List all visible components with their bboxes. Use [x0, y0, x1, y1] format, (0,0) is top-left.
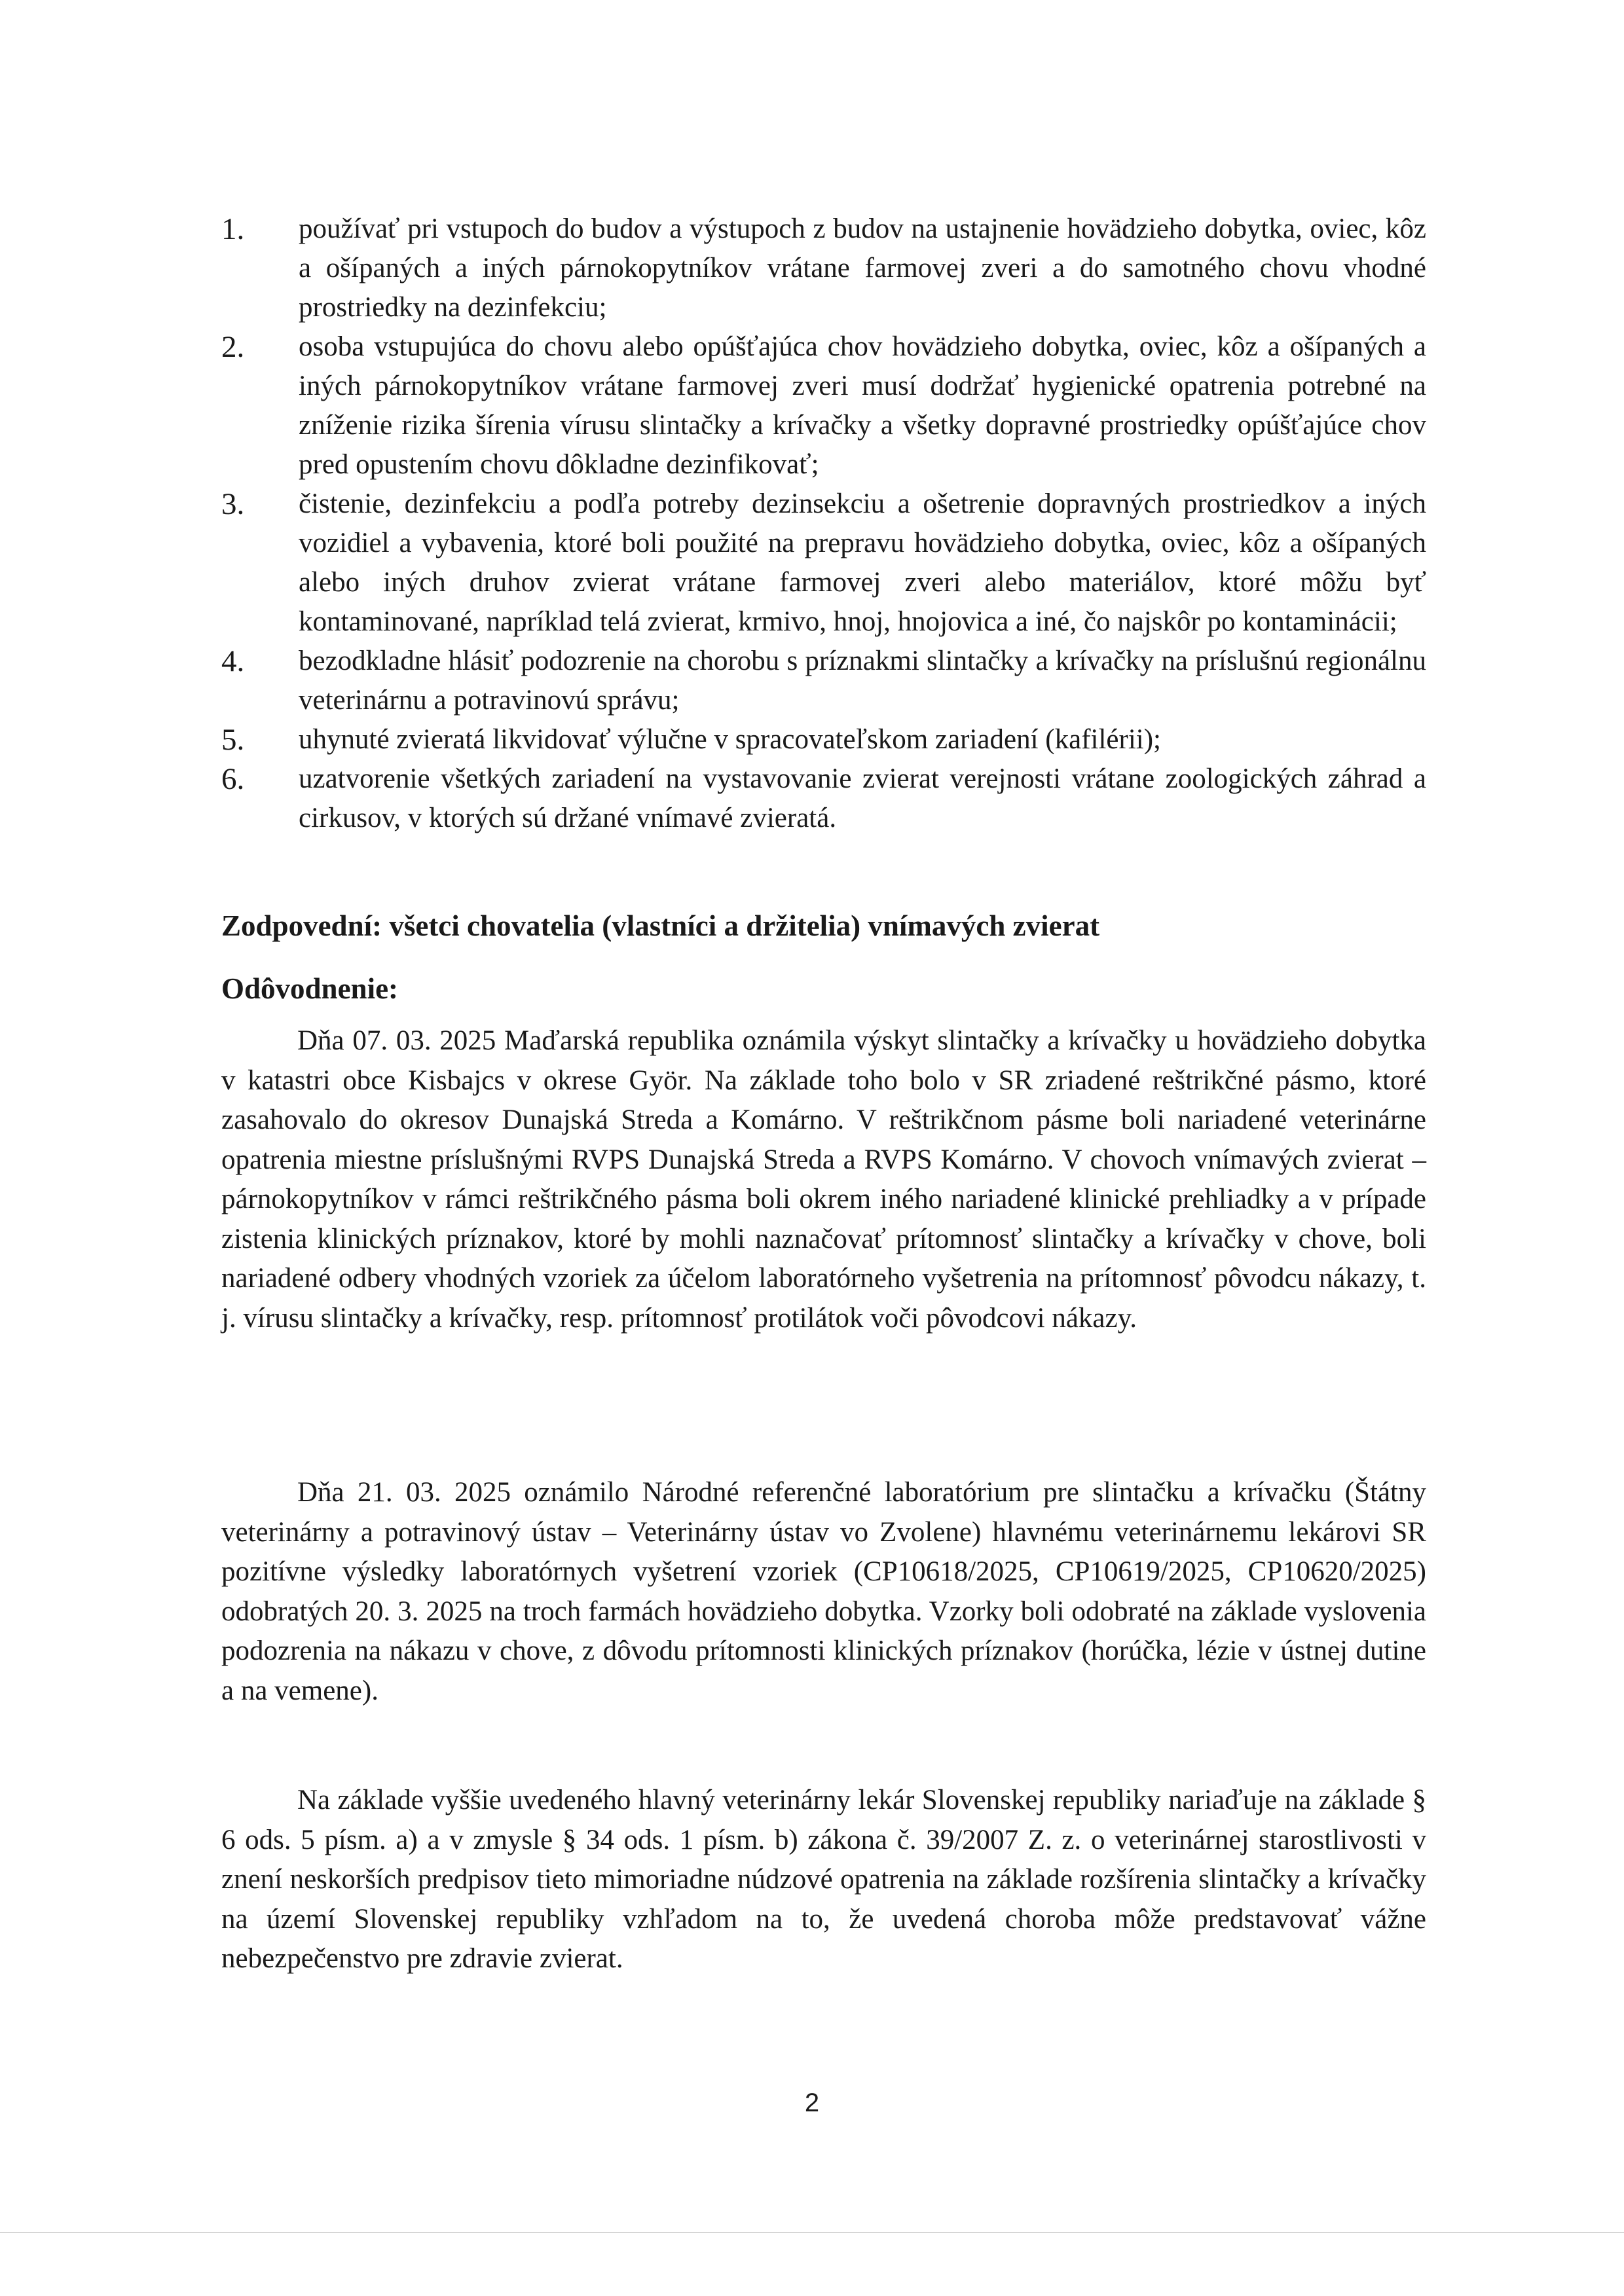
list-item — [221, 759, 1426, 838]
list-item-number: 2. — [221, 330, 245, 364]
justification-heading: Odôvodnenie: — [221, 972, 399, 1005]
list-item — [221, 484, 1426, 642]
responsible-heading: Zodpovední: všetci chovatelia (vlastníci a držitelia) vnímavých zvierat — [221, 909, 1100, 942]
justification-paragraph: Na základe vyššie uvedeného hlavný veterinárny lekár Slovenskej republiky nariaďuje na základe § 6 ods. 5 písm. a) a v zmysle § 34 ods. 1 písm. b) zákona č. 39/2007 Z. z. o veterinárnej starostlivosti v znení neskorších predpisov tieto mimoriadne núdzové opatrenia na základe rozšírenia slintačky a krívačky na území Slovenskej republiky vzhľadom na to, že uvedená choroba môže predstavovať vážne nebezpečenstvo pre zdravie zvierat. — [221, 1785, 1426, 1974]
page-number: 2 — [804, 2088, 820, 2117]
scan-edge-divider — [0, 2232, 1624, 2233]
justification-paragraph: Dňa 21. 03. 2025 oznámilo Národné referenčné laboratórium pre slintačku a krívačku (Štátny veterinárny a potravinový ústav – Veterinárny ústav vo Zvolene) hlavnému veterinárnemu lekárovi SR pozitívne výsledky laboratórnych vyšetrení vzoriek (CP10618/2025, CP10619/2025, CP10620/2025) odobratých 20. 3. 2025 na troch farmách hovädzieho dobytka. Vzorky boli odobraté na základe vyslovenia podozrenia na nákazu v chove, z dôvodu prítomnosti klinických príznakov (horúčka, lézie v ústnej dutine a na vemene). — [221, 1477, 1426, 1706]
list-item-text: bezodkladne hlásiť podozrenie na chorobu s príznakmi slintačky a krívačky na príslušnú regionálnu veterinárnu a potravinovú správu; — [299, 646, 1426, 716]
list-item-text: uhynuté zvieratá likvidovať výlučne v spracovateľskom zariadení (kafilérii); — [299, 724, 1161, 755]
list-item-text: osoba vstupujúca do chovu alebo opúšťajúca chov hovädzieho dobytka, oviec, kôz a ošípaných a iných párnokopytníkov vrátane farmovej zveri musí dodržať hygienické opatrenia potrebné na zníženie rizika šírenia vírusu slintačky a krívačky a všetky dopravné prostriedky opúšťajúce chov pred opustením chovu dôkladne dezinfikovať; — [299, 331, 1426, 480]
list-item-number: 5. — [221, 723, 245, 757]
list-item-number: 3. — [221, 487, 245, 521]
list-item — [221, 327, 1426, 484]
list-item — [221, 210, 1426, 327]
justification-paragraph: Dňa 07. 03. 2025 Maďarská republika oznámila výskyt slintačky a krívačky u hovädzieho dobytka v katastri obce Kisbajcs v okrese Györ. Na základe toho bolo v SR zriadené reštrikčné pásmo, ktoré zasahovalo do okresov Dunajská Streda a Komárno. V reštrikčnom pásme boli nariadené veterinárne opatrenia miestne príslušnými RVPS Dunajská Streda a RVPS Komárno. V chovoch vnímavých zvierat – párnokopytníkov v rámci reštrikčného pásma boli okrem iného nariadené klinické prehliadky a v prípade zistenia klinických príznakov, ktoré by mohli naznačovať prítomnosť slintačky a krívačky v chove, boli nariadené odbery vhodných vzoriek za účelom laboratórneho vyšetrenia na prítomnosť pôvodcu nákazy, t. j. vírusu slintačky a krívačky, resp. prítomnosť protilátok voči pôvodcovi nákazy. — [221, 1025, 1426, 1334]
measures-list — [221, 210, 1426, 838]
list-item — [221, 720, 1426, 759]
list-item-text: používať pri vstupoch do budov a výstupoch z budov na ustajnenie hovädzieho dobytka, oviec, kôz a ošípaných a iných párnokopytníkov vrátane farmovej zveri a do samotného chovu vhodné prostriedky na dezinfekciu; — [299, 213, 1426, 323]
list-item-text: čistenie, dezinfekciu a podľa potreby dezinsekciu a ošetrenie dopravných prostriedkov a iných vozidiel a vybavenia, ktoré boli použité na prepravu hovädzieho dobytka, oviec, kôz a ošípaných alebo iných druhov zvierat vrátane farmovej zveri alebo materiálov, ktoré môžu byť kontaminované, napríklad telá zvierat, krmivo, hnoj, hnojovica a iné, čo najskôr po kontaminácii; — [299, 488, 1426, 637]
list-item-number: 6. — [221, 762, 245, 796]
list-item-number: 1. — [221, 212, 245, 246]
list-item-text: uzatvorenie všetkých zariadení na vystavovanie zvierat verejnosti vrátane zoologických záhrad a cirkusov, v ktorých sú držané vnímavé zvieratá. — [299, 763, 1426, 833]
list-item — [221, 642, 1426, 720]
list-item-number: 4. — [221, 644, 245, 678]
